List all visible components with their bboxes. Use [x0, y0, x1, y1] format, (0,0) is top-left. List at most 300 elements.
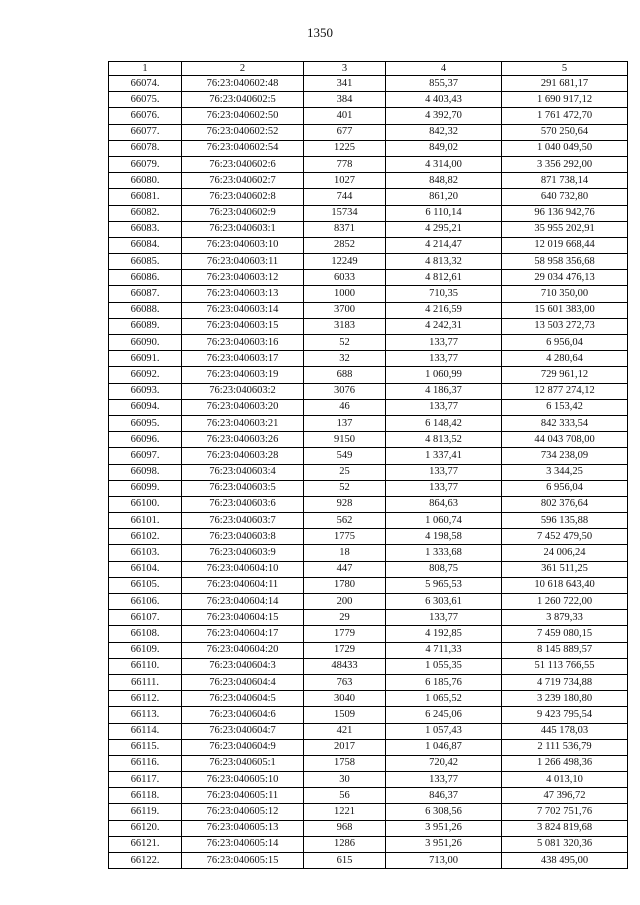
cadastral-number-cell: 76:23:040603:16: [182, 335, 304, 351]
area-cell: 1775: [304, 529, 386, 545]
table-row: [109, 836, 628, 852]
cadastral-number-cell: 76:23:040604:7: [182, 723, 304, 739]
area-cell: 421: [304, 723, 386, 739]
table-row: [109, 189, 628, 205]
rate-cell: 133,77: [386, 480, 502, 496]
value-cell: 871 738,14: [502, 173, 628, 189]
value-cell: 12 019 668,44: [502, 237, 628, 253]
rate-cell: 4 214,47: [386, 237, 502, 253]
cadastral-number-cell: 76:23:040603:26: [182, 432, 304, 448]
cadastral-number-cell: 76:23:040603:13: [182, 286, 304, 302]
row-number-cell: 66096.: [109, 432, 182, 448]
table-row: [109, 772, 628, 788]
value-cell: 96 136 942,76: [502, 205, 628, 221]
cadastral-number-cell: 76:23:040605:15: [182, 853, 304, 869]
value-cell: 291 681,17: [502, 76, 628, 92]
rate-cell: 848,82: [386, 173, 502, 189]
cadastral-number-cell: 76:23:040605:14: [182, 836, 304, 852]
cadastral-number-cell: 76:23:040603:20: [182, 399, 304, 415]
rate-cell: 4 198,58: [386, 529, 502, 545]
row-number-cell: 66106.: [109, 594, 182, 610]
rate-cell: 3 951,26: [386, 836, 502, 852]
table-row: [109, 140, 628, 156]
table-row: [109, 610, 628, 626]
area-cell: 763: [304, 674, 386, 690]
value-cell: 58 958 356,68: [502, 254, 628, 270]
value-cell: 4 013,10: [502, 772, 628, 788]
data-table: [108, 61, 628, 869]
cadastral-number-cell: 76:23:040602:54: [182, 140, 304, 156]
rate-cell: 1 337,41: [386, 448, 502, 464]
table-row: [109, 286, 628, 302]
cadastral-number-cell: 76:23:040603:12: [182, 270, 304, 286]
row-number-cell: 66105.: [109, 577, 182, 593]
table-row: [109, 707, 628, 723]
cadastral-number-cell: 76:23:040602:9: [182, 205, 304, 221]
value-cell: 438 495,00: [502, 853, 628, 869]
table-row: [109, 383, 628, 399]
cadastral-number-cell: 76:23:040602:48: [182, 76, 304, 92]
cadastral-number-cell: 76:23:040605:12: [182, 804, 304, 820]
table-row: [109, 853, 628, 869]
cadastral-number-cell: 76:23:040604:11: [182, 577, 304, 593]
row-number-cell: 66087.: [109, 286, 182, 302]
cadastral-number-cell: 76:23:040602:6: [182, 156, 304, 172]
value-cell: 35 955 202,91: [502, 221, 628, 237]
value-cell: 6 956,04: [502, 335, 628, 351]
value-cell: 51 113 766,55: [502, 658, 628, 674]
area-cell: 3076: [304, 383, 386, 399]
area-cell: 778: [304, 156, 386, 172]
cadastral-number-cell: 76:23:040602:52: [182, 124, 304, 140]
area-cell: 200: [304, 594, 386, 610]
column-header: 5: [502, 62, 628, 76]
value-cell: 1 690 917,12: [502, 92, 628, 108]
area-cell: 8371: [304, 221, 386, 237]
cadastral-number-cell: 76:23:040603:2: [182, 383, 304, 399]
cadastral-number-cell: 76:23:040603:15: [182, 318, 304, 334]
table-row: [109, 658, 628, 674]
cadastral-number-cell: 76:23:040605:1: [182, 755, 304, 771]
value-cell: 1 266 498,36: [502, 755, 628, 771]
rate-cell: 6 148,42: [386, 415, 502, 431]
cadastral-number-cell: 76:23:040604:15: [182, 610, 304, 626]
column-header: 3: [304, 62, 386, 76]
rate-cell: 4 314,00: [386, 156, 502, 172]
cadastral-number-cell: 76:23:040604:14: [182, 594, 304, 610]
table-row: [109, 529, 628, 545]
value-cell: 1 260 722,00: [502, 594, 628, 610]
area-cell: 1000: [304, 286, 386, 302]
cadastral-number-cell: 76:23:040604:5: [182, 691, 304, 707]
table-row: [109, 545, 628, 561]
cadastral-number-cell: 76:23:040603:11: [182, 254, 304, 270]
row-number-cell: 66097.: [109, 448, 182, 464]
area-cell: 12249: [304, 254, 386, 270]
cadastral-number-cell: 76:23:040604:17: [182, 626, 304, 642]
cadastral-number-cell: 76:23:040603:14: [182, 302, 304, 318]
value-cell: 802 376,64: [502, 496, 628, 512]
area-cell: 384: [304, 92, 386, 108]
row-number-cell: 66101.: [109, 513, 182, 529]
area-cell: 48433: [304, 658, 386, 674]
area-cell: 688: [304, 367, 386, 383]
row-number-cell: 66092.: [109, 367, 182, 383]
row-number-cell: 66112.: [109, 691, 182, 707]
table-row: [109, 448, 628, 464]
area-cell: 549: [304, 448, 386, 464]
rate-cell: 1 060,74: [386, 513, 502, 529]
table-row: [109, 739, 628, 755]
row-number-cell: 66089.: [109, 318, 182, 334]
value-cell: 710 350,00: [502, 286, 628, 302]
table-row: [109, 755, 628, 771]
row-number-cell: 66115.: [109, 739, 182, 755]
rate-cell: 4 711,33: [386, 642, 502, 658]
table-row: [109, 270, 628, 286]
value-cell: 24 006,24: [502, 545, 628, 561]
cadastral-number-cell: 76:23:040604:10: [182, 561, 304, 577]
area-cell: 401: [304, 108, 386, 124]
area-cell: 1779: [304, 626, 386, 642]
value-cell: 15 601 383,00: [502, 302, 628, 318]
column-header: 2: [182, 62, 304, 76]
cadastral-number-cell: 76:23:040603:10: [182, 237, 304, 253]
table-row: [109, 92, 628, 108]
area-cell: 447: [304, 561, 386, 577]
cadastral-number-cell: 76:23:040605:10: [182, 772, 304, 788]
value-cell: 5 081 320,36: [502, 836, 628, 852]
rate-cell: 6 110,14: [386, 205, 502, 221]
row-number-cell: 66082.: [109, 205, 182, 221]
row-number-cell: 66107.: [109, 610, 182, 626]
area-cell: 1758: [304, 755, 386, 771]
value-cell: 4 280,64: [502, 351, 628, 367]
cadastral-number-cell: 76:23:040603:5: [182, 480, 304, 496]
value-cell: 13 503 272,73: [502, 318, 628, 334]
value-cell: 8 145 889,57: [502, 642, 628, 658]
rate-cell: 4 813,32: [386, 254, 502, 270]
rate-cell: 849,02: [386, 140, 502, 156]
value-cell: 4 719 734,88: [502, 674, 628, 690]
row-number-cell: 66108.: [109, 626, 182, 642]
row-number-cell: 66116.: [109, 755, 182, 771]
area-cell: 137: [304, 415, 386, 431]
row-number-cell: 66091.: [109, 351, 182, 367]
row-number-cell: 66117.: [109, 772, 182, 788]
rate-cell: 720,42: [386, 755, 502, 771]
row-number-cell: 66111.: [109, 674, 182, 690]
row-number-cell: 66090.: [109, 335, 182, 351]
cadastral-number-cell: 76:23:040603:17: [182, 351, 304, 367]
area-cell: 32: [304, 351, 386, 367]
table-row: [109, 464, 628, 480]
area-cell: 615: [304, 853, 386, 869]
rate-cell: 4 192,85: [386, 626, 502, 642]
area-cell: 3700: [304, 302, 386, 318]
cadastral-number-cell: 76:23:040602:50: [182, 108, 304, 124]
rate-cell: 808,75: [386, 561, 502, 577]
row-number-cell: 66113.: [109, 707, 182, 723]
area-cell: 1509: [304, 707, 386, 723]
table-row: [109, 820, 628, 836]
value-cell: 734 238,09: [502, 448, 628, 464]
value-cell: 3 824 819,68: [502, 820, 628, 836]
cadastral-number-cell: 76:23:040603:28: [182, 448, 304, 464]
row-number-cell: 66098.: [109, 464, 182, 480]
value-cell: 47 396,72: [502, 788, 628, 804]
cadastral-number-cell: 76:23:040605:13: [182, 820, 304, 836]
area-cell: 56: [304, 788, 386, 804]
value-cell: 445 178,03: [502, 723, 628, 739]
row-number-cell: 66083.: [109, 221, 182, 237]
value-cell: 7 702 751,76: [502, 804, 628, 820]
area-cell: 677: [304, 124, 386, 140]
table-row: [109, 156, 628, 172]
area-cell: 1286: [304, 836, 386, 852]
value-cell: 7 452 479,50: [502, 529, 628, 545]
row-number-cell: 66119.: [109, 804, 182, 820]
area-cell: 29: [304, 610, 386, 626]
row-number-cell: 66103.: [109, 545, 182, 561]
rate-cell: 6 185,76: [386, 674, 502, 690]
table-row: [109, 76, 628, 92]
table-row: [109, 221, 628, 237]
value-cell: 3 879,33: [502, 610, 628, 626]
rate-cell: 4 242,31: [386, 318, 502, 334]
row-number-cell: 66100.: [109, 496, 182, 512]
table-row: [109, 496, 628, 512]
row-number-cell: 66081.: [109, 189, 182, 205]
cadastral-number-cell: 76:23:040604:4: [182, 674, 304, 690]
area-cell: 744: [304, 189, 386, 205]
area-cell: 15734: [304, 205, 386, 221]
table-row: [109, 513, 628, 529]
column-header: 1: [109, 62, 182, 76]
row-number-cell: 66085.: [109, 254, 182, 270]
rate-cell: 133,77: [386, 464, 502, 480]
rate-cell: 133,77: [386, 772, 502, 788]
rate-cell: 4 403,43: [386, 92, 502, 108]
value-cell: 842 333,54: [502, 415, 628, 431]
row-number-cell: 66093.: [109, 383, 182, 399]
table-row: [109, 302, 628, 318]
rate-cell: 710,35: [386, 286, 502, 302]
table-row: [109, 577, 628, 593]
cadastral-number-cell: 76:23:040602:8: [182, 189, 304, 205]
value-cell: 3 356 292,00: [502, 156, 628, 172]
area-cell: 341: [304, 76, 386, 92]
table-row: [109, 318, 628, 334]
value-cell: 596 135,88: [502, 513, 628, 529]
table-row: [109, 480, 628, 496]
cadastral-number-cell: 76:23:040603:9: [182, 545, 304, 561]
row-number-cell: 66077.: [109, 124, 182, 140]
rate-cell: 5 965,53: [386, 577, 502, 593]
area-cell: 562: [304, 513, 386, 529]
table-row: [109, 804, 628, 820]
table-row: [109, 561, 628, 577]
table-row: [109, 626, 628, 642]
row-number-cell: 66121.: [109, 836, 182, 852]
area-cell: 30: [304, 772, 386, 788]
cadastral-number-cell: 76:23:040603:19: [182, 367, 304, 383]
area-cell: 3183: [304, 318, 386, 334]
rate-cell: 4 812,61: [386, 270, 502, 286]
table-row: [109, 788, 628, 804]
area-cell: 52: [304, 480, 386, 496]
value-cell: 640 732,80: [502, 189, 628, 205]
area-cell: 1221: [304, 804, 386, 820]
table-row: [109, 642, 628, 658]
cadastral-number-cell: 76:23:040603:21: [182, 415, 304, 431]
row-number-cell: 66079.: [109, 156, 182, 172]
rate-cell: 846,37: [386, 788, 502, 804]
table-row: [109, 367, 628, 383]
value-cell: 361 511,25: [502, 561, 628, 577]
rate-cell: 133,77: [386, 351, 502, 367]
value-cell: 729 961,12: [502, 367, 628, 383]
row-number-cell: 66109.: [109, 642, 182, 658]
row-number-cell: 66099.: [109, 480, 182, 496]
rate-cell: 133,77: [386, 610, 502, 626]
area-cell: 1780: [304, 577, 386, 593]
table-row: [109, 237, 628, 253]
table-row: [109, 674, 628, 690]
rate-cell: 855,37: [386, 76, 502, 92]
value-cell: 10 618 643,40: [502, 577, 628, 593]
area-cell: 1225: [304, 140, 386, 156]
rate-cell: 4 813,52: [386, 432, 502, 448]
table-row: [109, 399, 628, 415]
row-number-cell: 66075.: [109, 92, 182, 108]
value-cell: 570 250,64: [502, 124, 628, 140]
rate-cell: 6 303,61: [386, 594, 502, 610]
cadastral-number-cell: 76:23:040604:3: [182, 658, 304, 674]
row-number-cell: 66088.: [109, 302, 182, 318]
value-cell: 6 956,04: [502, 480, 628, 496]
cadastral-number-cell: 76:23:040603:6: [182, 496, 304, 512]
table-row: [109, 205, 628, 221]
table-row: [109, 108, 628, 124]
row-number-cell: 66095.: [109, 415, 182, 431]
rate-cell: 861,20: [386, 189, 502, 205]
row-number-cell: 66094.: [109, 399, 182, 415]
cadastral-number-cell: 76:23:040602:5: [182, 92, 304, 108]
area-cell: 3040: [304, 691, 386, 707]
row-number-cell: 66080.: [109, 173, 182, 189]
rate-cell: 3 951,26: [386, 820, 502, 836]
table-row: [109, 254, 628, 270]
area-cell: 52: [304, 335, 386, 351]
cadastral-number-cell: 76:23:040602:7: [182, 173, 304, 189]
value-cell: 2 111 536,79: [502, 739, 628, 755]
rate-cell: 4 392,70: [386, 108, 502, 124]
row-number-cell: 66104.: [109, 561, 182, 577]
rate-cell: 4 295,21: [386, 221, 502, 237]
rate-cell: 1 057,43: [386, 723, 502, 739]
rate-cell: 842,32: [386, 124, 502, 140]
area-cell: 6033: [304, 270, 386, 286]
cadastral-number-cell: 76:23:040603:7: [182, 513, 304, 529]
area-cell: 1729: [304, 642, 386, 658]
rate-cell: 6 308,56: [386, 804, 502, 820]
table-row: [109, 173, 628, 189]
value-cell: 3 344,25: [502, 464, 628, 480]
table-row: [109, 691, 628, 707]
table-header-row: [109, 62, 628, 76]
cadastral-number-cell: 76:23:040603:4: [182, 464, 304, 480]
row-number-cell: 66114.: [109, 723, 182, 739]
area-cell: 968: [304, 820, 386, 836]
rate-cell: 1 046,87: [386, 739, 502, 755]
rate-cell: 1 060,99: [386, 367, 502, 383]
area-cell: 18: [304, 545, 386, 561]
table-row: [109, 351, 628, 367]
cadastral-number-cell: 76:23:040603:1: [182, 221, 304, 237]
value-cell: 1 761 472,70: [502, 108, 628, 124]
value-cell: 1 040 049,50: [502, 140, 628, 156]
value-cell: 12 877 274,12: [502, 383, 628, 399]
table-row: [109, 335, 628, 351]
rate-cell: 713,00: [386, 853, 502, 869]
value-cell: 29 034 476,13: [502, 270, 628, 286]
rate-cell: 4 186,37: [386, 383, 502, 399]
cadastral-number-cell: 76:23:040604:9: [182, 739, 304, 755]
value-cell: 6 153,42: [502, 399, 628, 415]
rate-cell: 6 245,06: [386, 707, 502, 723]
cadastral-number-cell: 76:23:040604:20: [182, 642, 304, 658]
row-number-cell: 66118.: [109, 788, 182, 804]
rate-cell: 133,77: [386, 335, 502, 351]
area-cell: 46: [304, 399, 386, 415]
table-row: [109, 723, 628, 739]
row-number-cell: 66074.: [109, 76, 182, 92]
value-cell: 44 043 708,00: [502, 432, 628, 448]
cadastral-number-cell: 76:23:040604:6: [182, 707, 304, 723]
value-cell: 7 459 080,15: [502, 626, 628, 642]
row-number-cell: 66122.: [109, 853, 182, 869]
area-cell: 2852: [304, 237, 386, 253]
row-number-cell: 66076.: [109, 108, 182, 124]
table-row: [109, 124, 628, 140]
cadastral-number-cell: 76:23:040603:8: [182, 529, 304, 545]
area-cell: 25: [304, 464, 386, 480]
row-number-cell: 66084.: [109, 237, 182, 253]
area-cell: 9150: [304, 432, 386, 448]
area-cell: 2017: [304, 739, 386, 755]
rate-cell: 1 055,35: [386, 658, 502, 674]
table-row: [109, 594, 628, 610]
page-number: 1350: [307, 25, 333, 40]
row-number-cell: 66078.: [109, 140, 182, 156]
value-cell: 9 423 795,54: [502, 707, 628, 723]
area-cell: 928: [304, 496, 386, 512]
table-row: [109, 432, 628, 448]
rate-cell: 4 216,59: [386, 302, 502, 318]
row-number-cell: 66110.: [109, 658, 182, 674]
rate-cell: 1 333,68: [386, 545, 502, 561]
rate-cell: 133,77: [386, 399, 502, 415]
column-header: 4: [386, 62, 502, 76]
table-row: [109, 415, 628, 431]
cadastral-number-cell: 76:23:040605:11: [182, 788, 304, 804]
value-cell: 3 239 180,80: [502, 691, 628, 707]
area-cell: 1027: [304, 173, 386, 189]
row-number-cell: 66102.: [109, 529, 182, 545]
rate-cell: 864,63: [386, 496, 502, 512]
row-number-cell: 66120.: [109, 820, 182, 836]
